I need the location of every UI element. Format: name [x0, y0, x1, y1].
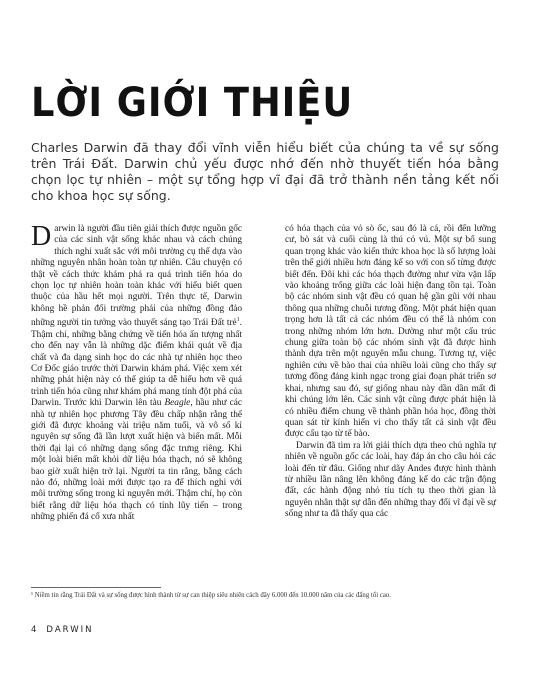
right-column-paragraph: Darwin đã tìm ra lời giải thích dựa theo chủ nghĩa tự nhiên về nguồn gốc các loài, hay đáp án cho câu hỏi các loài đến từ đâu. Giống như dãy Andes được hình thành từ nhiều lần nâng lên không đáng kể do các trận động đất, các hành động nhỏ tíu tích tụ theo thời gian là nguyên nhân thật sự dẫn đến những thay đổi vĩ đại về sự sống như ta đã thấy qua các	[285, 440, 496, 520]
footnote-reference: 1	[236, 317, 240, 324]
right-column	[285, 224, 496, 521]
page-title: LỜI GIỚI THIỆU	[31, 80, 354, 126]
page-footer	[31, 625, 93, 635]
right-column-paragraph: có hóa thạch của vỏ sò ốc, sau đó là cá, rồi đến lưỡng cư, bò sát và cuối cùng là thú có vú. Một sự bổ sung quan trọng khác vào kiến thức khoa học là số lượng loài trên thế giới nhiều hơn đáng kể so với con số từng được biết đến. Đôi khi các hóa thạch đường như vừa vặn lấp vào khoảng trống giữa các loài hiện đang tồn tại. Toàn bộ các nhóm sinh vật đều có quan hệ gần gũi với nhau thông qua những chuỗi tương đồng. Một phát hiện quan trọng hơn là tất cả các nhóm đều có thể là nhóm con trong những nhóm lớn hơn. Dường như một cấu trúc chung giữa toàn bộ các nhóm sinh vật đã được hình thành dựa trên một nguyên mẫu chung. Tương tự, việc nghiên cứu về bào thai của nhiều loài cũng cho thấy sự tương đồng đáng kinh ngạc trong giai đoạn phát triển sơ khai, nhưng sau đó, sự giống nhau này dần dần mất đi khi chúng lớn lên. Các sinh vật cũng được phát hiện là có nhiều điểm chung về thành phần hóa học, đồng thời quan sát từ kính hiển vi cho thấy tất cả sinh vật đều được cấu tạo từ tế bào.	[285, 224, 496, 440]
lead-paragraph: Charles Darwin đã thay đổi vĩnh viễn hiểu biết của chúng ta về sự sống trên Trái Đất. Darwin chủ yếu được nhớ đến nhờ thuyết tiến hóa bằng chọn lọc tự nhiên – một sự tổng hợp vĩ đại đã trở thành nền tảng kết nối cho khoa học sự sống.	[31, 140, 499, 203]
running-head: DARWIN	[46, 625, 94, 635]
body-text: , hầu như các nhà tự nhiên học phương Tây đều chấp nhận rằng thế giới đã được khoảng vài triệu năm tuổi, và vô số kỉ nguyên sự sống đã lần lượt xuất hiện và biến mất. Mỗi thời đại lại có những dạng sống đặc trưng riêng. Khi một loài biến mất khỏi dữ liệu hóa thạch, nó sẽ không bao giờ xuất hiện trở lại. Người ta tin rằng, bằng cách nào đó, những loài mới được tạo ra để thích nghi với môi trường sống trong kỉ nguyên mới. Thậm chí, họ còn biết rằng dữ liệu hóa thạch có tính lũy tiến – trong những phiến đá cổ xưa nhất	[31, 398, 242, 523]
left-column	[31, 221, 242, 524]
page-number: 4	[31, 625, 37, 635]
footnote-divider	[31, 587, 161, 588]
footnote: ¹ Niềm tin rằng Trái Đất và sự sống được hình thành từ sự can thiệp siêu nhiên cách đây 6.000 đến 10.000 năm của các đấng tối cao.	[31, 592, 391, 599]
ship-name: Beagle	[164, 398, 191, 409]
body-text: . Thậm chí, những bằng chứng về tiến hóa ấn tượng nhất cho đến nay vẫn là những dặc điểm khái quát về địa chất và đa dạng sinh học do các nhà tự nhiên học theo Cơ Đốc giáo trước thời Darwin khám phá. Việc xem xét những phát hiện này có thể giúp ta dễ hiểu hơn về quá trình tiến hóa cũng như khám phá mang tính đột phá của Darwin. Trước khi Darwin lên tàu	[31, 318, 242, 409]
body-text: arwin là người đầu tiên giải thích được nguồn gốc của các sinh vật sống khác nhau và cách chúng thích nghi xuất sắc với môi trường cụ thể dựa vào những nguyên nhân hoàn toàn tự nhiên. Câu chuyện có thật về cách thức khám phá ra quá trình tiến hóa do chọn lọc tự nhiên hoàn toàn khác với hiểu biết quen thuộc của hầu hết mọi người. Trên thực tế, Darwin không hề phản đối trường phái của những đồng đảo những người tin tưởng vào thuyết sáng tạo Trái Đất trẻ	[31, 224, 242, 329]
drop-cap: D	[31, 221, 52, 252]
left-column-paragraph	[31, 221, 242, 524]
